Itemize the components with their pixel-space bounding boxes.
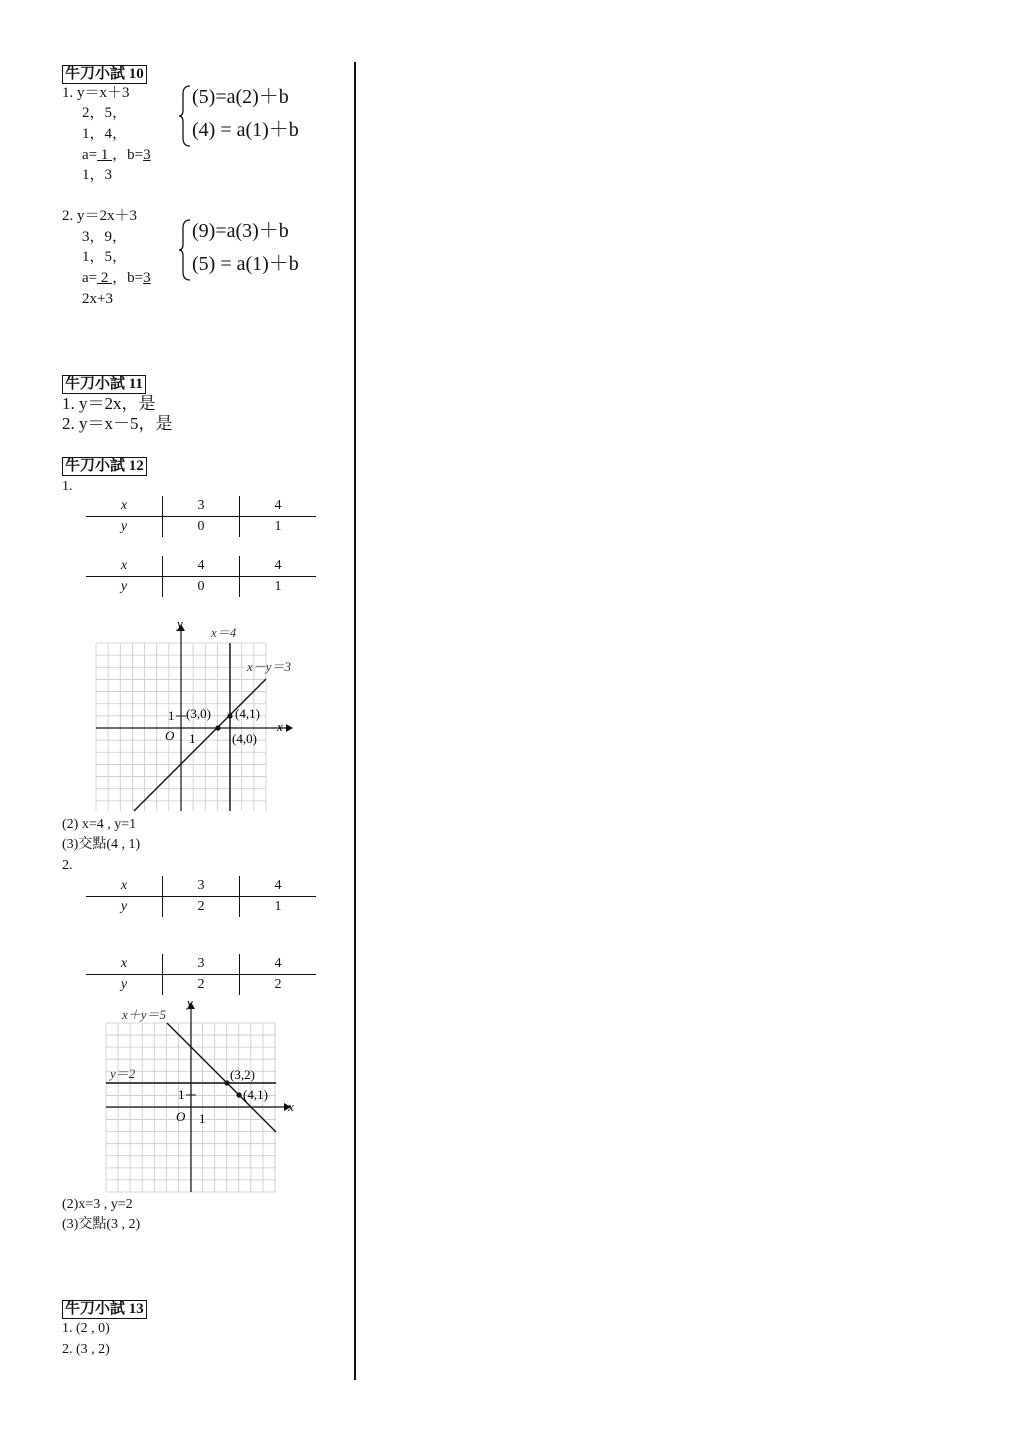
s12-q2-table1: x 3 4 y 2 1 bbox=[86, 876, 316, 917]
s10-q2-line3: 1，5， bbox=[82, 249, 128, 265]
s12-q2-ans2: (2)x=3 , y=2 bbox=[62, 1197, 133, 1212]
g2-x-label: x bbox=[288, 1099, 294, 1114]
s11-line1: 1. y＝2x，是 bbox=[62, 394, 156, 413]
graph-1 bbox=[80, 615, 310, 815]
s10-q1-ab: a= 1 ，b=3 bbox=[82, 147, 151, 163]
section-10-title: 牛刀小試 10 bbox=[62, 65, 147, 84]
g2-one-x: 1 bbox=[199, 1111, 206, 1126]
s10-q1-line5: 1，3 bbox=[82, 167, 113, 183]
g2-hline-label: y＝2 bbox=[110, 1066, 136, 1081]
section-11-title: 牛刀小試 11 bbox=[62, 375, 146, 394]
g2-p2-label: (4,1) bbox=[243, 1087, 268, 1102]
column-divider bbox=[354, 62, 356, 1380]
s12-q1-table2: x 4 4 y 0 1 bbox=[86, 556, 316, 597]
s12-q2-ans3: (3)交點(3 , 2) bbox=[62, 1217, 141, 1232]
g1-x-arrow-icon bbox=[286, 724, 293, 732]
s10-q1-line1: 1. y＝x＋3 bbox=[62, 85, 130, 101]
g1-vline-label: x＝4 bbox=[211, 625, 237, 640]
s10-q1-brace bbox=[178, 84, 192, 148]
s10-q1-eq2: (4) = a(1)＋b bbox=[192, 119, 299, 141]
g1-y-label: y bbox=[177, 616, 183, 631]
s12-q1-ans2: (2) x=4 , y=1 bbox=[62, 817, 137, 832]
g2-origin: O bbox=[176, 1109, 186, 1124]
section-13-title: 牛刀小試 13 bbox=[62, 1300, 147, 1319]
s10-q1-eq1: (5)=a(2)＋b bbox=[192, 86, 289, 108]
s12-q1-label: 1. bbox=[62, 479, 73, 494]
s12-q2-label: 2. bbox=[62, 858, 73, 873]
s12-q1-ans3: (3)交點(4 , 1) bbox=[62, 837, 141, 852]
s10-q2-line2: 3，9， bbox=[82, 229, 128, 245]
s13-line1: 1. (2 , 0) bbox=[62, 1321, 110, 1336]
section-12-title: 牛刀小試 12 bbox=[62, 457, 147, 476]
g2-one-y: 1 bbox=[178, 1087, 185, 1102]
s12-q2-table2: x 3 4 y 2 2 bbox=[86, 954, 316, 995]
g1-point-3-0 bbox=[215, 725, 220, 730]
g1-one-y: 1 bbox=[168, 708, 175, 723]
s13-line2: 2. (3 , 2) bbox=[62, 1342, 110, 1357]
s10-q2-brace bbox=[178, 218, 192, 282]
s10-q2-eq1: (9)=a(3)＋b bbox=[192, 220, 289, 242]
g1-p3-label: (4,0) bbox=[232, 731, 257, 746]
g2-line-label: x＋y＝5 bbox=[122, 1007, 167, 1022]
g1-p2-label: (4,1) bbox=[235, 706, 260, 721]
g1-origin: O bbox=[165, 728, 175, 743]
s12-q1-table1: x 3 4 y 0 1 bbox=[86, 496, 316, 537]
g2-point-4-1 bbox=[236, 1092, 241, 1097]
s10-q1-line3: 1，4， bbox=[82, 126, 128, 142]
s10-q2-ab: a= 2 ，b=3 bbox=[82, 270, 151, 286]
s11-line2: 2. y＝x－5，是 bbox=[62, 414, 173, 433]
s10-q1-line2: 2，5， bbox=[82, 105, 128, 121]
g1-point-4-1 bbox=[227, 713, 232, 718]
g1-line-label: x－y＝3 bbox=[247, 659, 292, 674]
s10-q2-line1: 2. y＝2x＋3 bbox=[62, 208, 138, 224]
g1-one-x: 1 bbox=[189, 731, 196, 746]
g2-p1-label: (3,2) bbox=[230, 1067, 255, 1082]
g2-y-label: y bbox=[187, 995, 193, 1010]
g2-point-3-2 bbox=[224, 1080, 229, 1085]
g1-x-label: x bbox=[277, 719, 283, 734]
s10-q2-eq2: (5) = a(1)＋b bbox=[192, 253, 299, 275]
s10-q2-line5: 2x+3 bbox=[82, 291, 113, 307]
graph-2 bbox=[90, 995, 310, 1195]
g1-p1-label: (3,0) bbox=[186, 706, 211, 721]
